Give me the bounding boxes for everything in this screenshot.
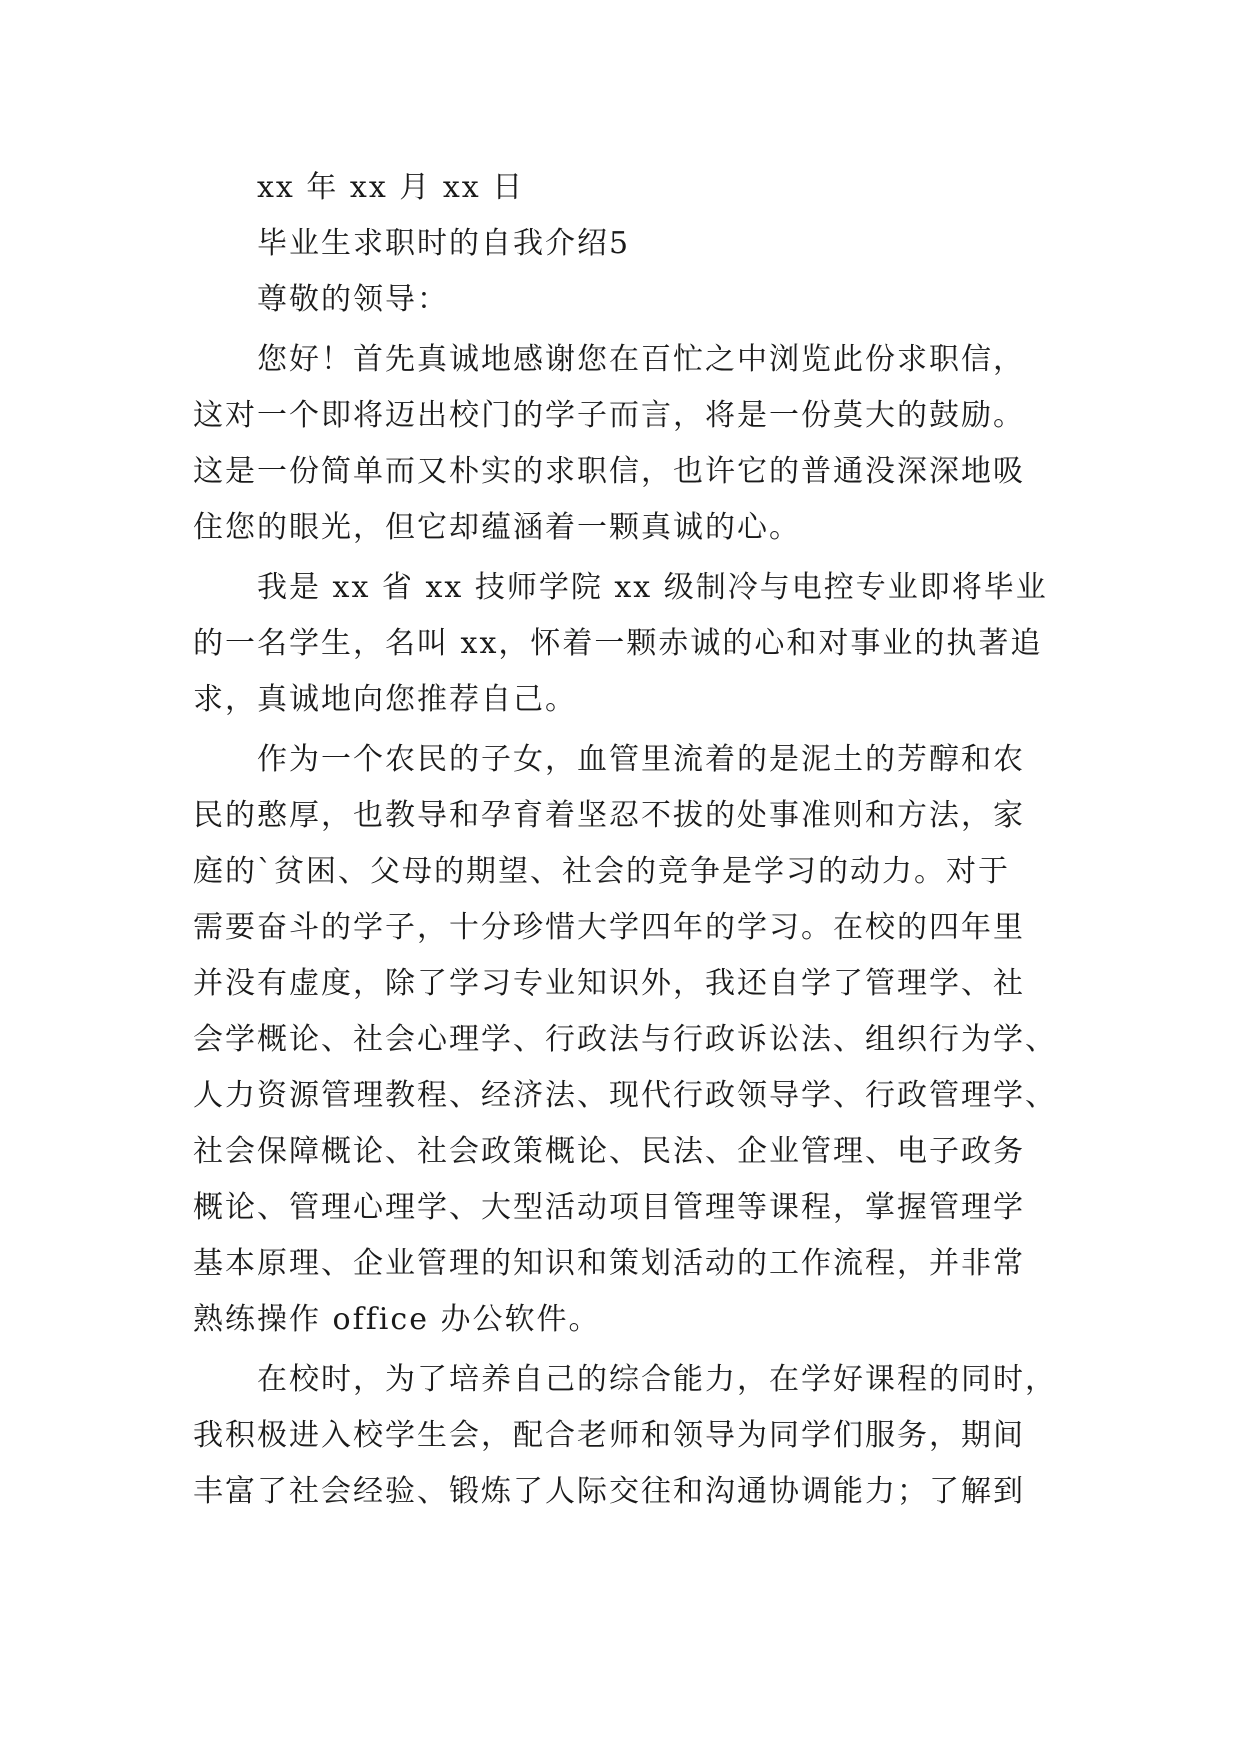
- paragraph: [193, 332, 1053, 556]
- paragraph-line: 作为一个农民的子女，血管里流着的是泥土的芳醇和农: [257, 742, 1025, 777]
- paragraph-line: 概论、管理心理学、大型活动项目管理等课程，掌握管理学: [193, 1190, 1025, 1225]
- document-body: [193, 160, 1057, 1520]
- paragraph-line: 这对一个即将迈出校门的学子而言，将是一份莫大的鼓励。: [193, 398, 1025, 433]
- paragraph-line: 在校时，为了培养自己的综合能力，在学好课程的同时，: [257, 1362, 1057, 1397]
- letter-salutation: 尊敬的领导：: [257, 282, 449, 317]
- paragraph-line: 民的憨厚，也教导和孕育着坚忍不拔的处事准则和方法，家: [193, 798, 1025, 833]
- paragraph-line: 我积极进入校学生会，配合老师和领导为同学们服务，期间: [193, 1418, 1025, 1453]
- paragraph-line: 我是 xx 省 xx 技师学院 xx 级制冷与电控专业即将毕业: [257, 570, 1048, 605]
- paragraph-line: 基本原理、企业管理的知识和策划活动的工作流程，并非常: [193, 1246, 1025, 1281]
- paragraph-line: 住您的眼光，但它却蕴涵着一颗真诚的心。: [193, 510, 801, 545]
- paragraph-line: 熟练操作 office 办公软件。: [193, 1302, 601, 1337]
- letter-date: xx 年 xx 月 xx 日: [257, 170, 525, 205]
- paragraph-line: 并没有虚度，除了学习专业知识外，我还自学了管理学、社: [193, 966, 1025, 1001]
- paragraph-line: 求，真诚地向您推荐自己。: [193, 682, 577, 717]
- letter-title: 毕业生求职时的自我介绍5: [257, 226, 631, 261]
- paragraph: [193, 1352, 1057, 1520]
- paragraph-line: 您好！首先真诚地感谢您在百忙之中浏览此份求职信，: [257, 342, 1025, 377]
- paragraph: [193, 732, 1057, 1348]
- paragraph-line: 的一名学生，名叫 xx，怀着一颗赤诚的心和对事业的执著追: [193, 626, 1043, 661]
- paragraph-line: 社会保障概论、社会政策概论、民法、企业管理、电子政务: [193, 1134, 1025, 1169]
- paragraph-line: 庭的`贫困、父母的期望、社会的竞争是学习的动力。对于: [193, 854, 1010, 889]
- paragraph-line: 丰富了社会经验、锻炼了人际交往和沟通协调能力；了解到: [193, 1474, 1025, 1509]
- paragraph: [193, 560, 1053, 728]
- paragraph-line: 需要奋斗的学子，十分珍惜大学四年的学习。在校的四年里: [193, 910, 1025, 945]
- paragraph-line: 人力资源管理教程、经济法、现代行政领导学、行政管理学、: [193, 1078, 1057, 1113]
- paragraph-line: 这是一份简单而又朴实的求职信，也许它的普通没深深地吸: [193, 454, 1025, 489]
- paragraph-line: 会学概论、社会心理学、行政法与行政诉讼法、组织行为学、: [193, 1022, 1057, 1057]
